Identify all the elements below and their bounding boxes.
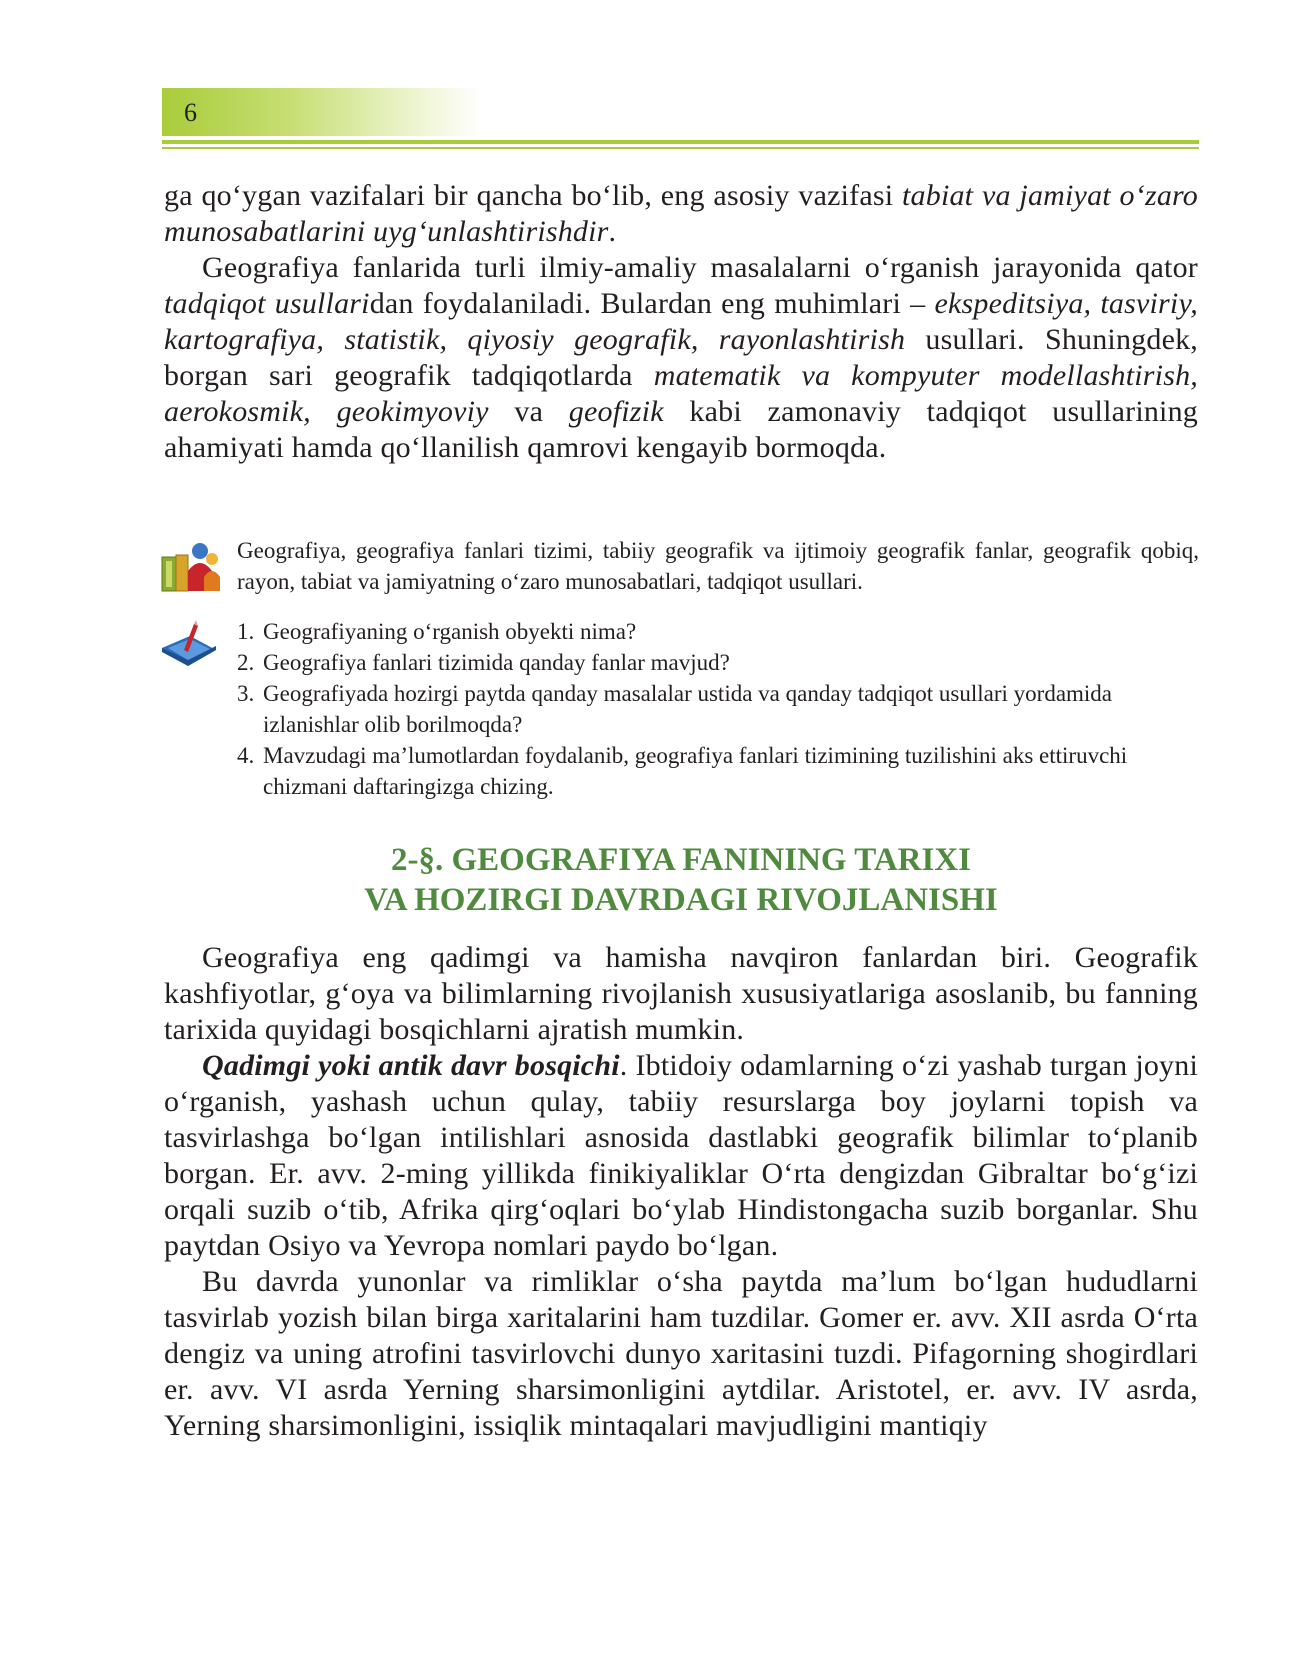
italic-run: tadqiqot usullari: [164, 287, 370, 320]
italic-run: geofizik: [568, 395, 664, 428]
question-number: 1.: [237, 619, 255, 644]
page-number-band: [162, 88, 482, 136]
question-text: Geografiyada hozirgi paytda qanday masalalar ustida va qanday tadqiqot usullari yordamida izlanishlar olib borilmoqda?: [263, 681, 1113, 737]
question-text: Geografiyaning o‘rganish obyekti nima?: [263, 619, 637, 644]
question-text: Geografiya fanlari tizimida qanday fanlar mavjud?: [263, 650, 730, 675]
question-number: 2.: [237, 650, 255, 675]
text-run: dan foydalaniladi. Bulardan eng muhimlari –: [369, 287, 935, 320]
page-number: 6: [184, 98, 197, 127]
question-item: [237, 740, 1199, 802]
text-run: va: [488, 395, 569, 428]
question-item: [237, 616, 1199, 647]
keywords-text: Geografiya, geografiya fanlari tizimi, tabiiy geografik va ijtimoiy geografik fanlar, geografik qobiq, rayon, tabiat va jamiyatning o‘zaro munosabatlari, tadqiqot usullari.: [237, 538, 1199, 594]
body-paragraph-1: Geografiya eng qadimgi va hamisha navqiron fanlardan biri. Geografik kashfiyotlar, g‘oya va bilimlarning rivojlanish xususiyatlariga asoslanib, bu fanning tarixida quyidagi bosqichlarni ajratish mumkin.: [164, 941, 1198, 1046]
section-heading-line-2: VA HOZIRGI DAVRDAGI RIVOJLANISHI: [364, 882, 998, 918]
intro-text: [164, 178, 1198, 466]
body-paragraph-3: Bu davrda yunonlar va rimliklar o‘sha paytda ma’lum bo‘lgan hududlarni tasvirlab yozish bilan birga xaritalarini ham tuzdilar. Gomer er. avv. XII asrda O‘rta dengiz va uning atrofini tasvirlovchi dunyo xaritasini tuzdi. Pifagorning shogirdlari er. avv. VI asrda Yerning sharsimonligini aytdilar. Aristotel, er. avv. IV asrda, Yerning sharsimonligini, issiqlik mintaqalari mavjudligini mantiqiy: [164, 1265, 1198, 1442]
intro-paragraph-2: [164, 250, 1198, 466]
book-pen-icon: [160, 620, 218, 675]
question-number: 4.: [237, 743, 255, 768]
question-item: [237, 678, 1199, 740]
italic-run: ekspeditsiya, tasviriy, kartografiya, statistik, qiyosiy geografik, rayonlashtirish: [164, 287, 1199, 356]
section-heading: [164, 840, 1198, 920]
text-run: . Ibtidoiy odamlarning o‘zi yashab turgan joyni o‘rganish, yashash uchun qulay, tabiiy resurslarga boy joylarni topish va tasvirlashga bo‘lgan intilishlari asnosida dastlabki geografik bilimlar to‘planib borgan. Er. avv. 2-ming yillikda finikiyaliklar O‘rta dengizdan Gibraltar bo‘g‘izi orqali suzib o‘tib, Afrika qirg‘oqlari bo‘ylab Hindistongacha suzib borganlar. Shu paytdan Osiyo va Yevropa nomlari paydo bo‘lgan.: [164, 1049, 1198, 1262]
text-run: ga qo‘ygan vazifalari bir qancha bo‘lib, eng asosiy vazifasi: [164, 179, 903, 212]
text-run: .: [608, 215, 617, 248]
text-run: kabi zamonaviy tadqiqot usullarining ahamiyati hamda qo‘llanilish qamrovi kengayib bormoqda.: [164, 395, 1198, 464]
question-number: 3.: [237, 681, 255, 706]
header-rule-thin: [162, 147, 1199, 149]
body-text: [164, 940, 1198, 1444]
intro-paragraph-1: [164, 178, 1198, 250]
section-heading-line-1: 2-§. GEOGRAFIYA FANINING TARIXI: [390, 842, 971, 878]
italic-run: matematik va kompyuter modellashtirish, aerokosmik, geokimyoviy: [164, 359, 1198, 428]
question-item: [237, 647, 1199, 678]
bold-italic-run: Qadimgi yoki antik davr bosqichi: [202, 1049, 620, 1082]
body-paragraph-2: [164, 1048, 1198, 1264]
questions-list: [237, 616, 1199, 802]
text-run: usullari. Shuningdek, borgan sari geografik tadqiqotlarda: [164, 323, 1198, 392]
text-run: Geografiya fanlarida turli ilmiy-amaliy masalalarni o‘rganish jarayonida qator: [202, 251, 1198, 284]
books-people-icon: [160, 537, 222, 598]
italic-run: tabiat va jamiyat o‘zaro munosabatlarini uyg‘unlashtirishdir: [164, 179, 1198, 248]
question-text: Mavzudagi ma’lumotlardan foydalanib, geografiya fanlari tizimining tuzilishini aks ettiruvchi chizmani daftaringizga chizing.: [263, 743, 1128, 799]
header-rule: [162, 140, 1199, 144]
